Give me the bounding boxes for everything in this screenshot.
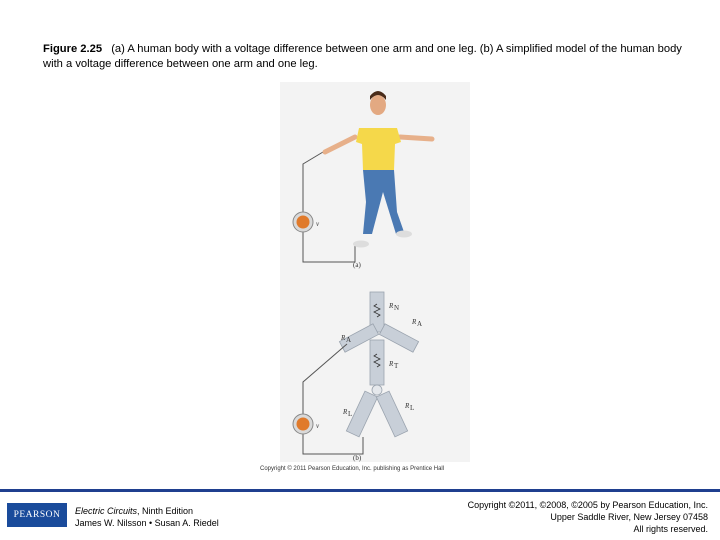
book-title: Electric Circuits bbox=[75, 506, 138, 516]
copyright-line-2: Upper Saddle River, New Jersey 07458 bbox=[550, 512, 708, 522]
label-left-arm: R bbox=[341, 334, 346, 342]
copyright-line-1: Copyright ©2011, ©2008, ©2005 by Pearson Education, Inc. bbox=[467, 500, 708, 510]
copyright-notice bbox=[468, 499, 708, 535]
caption-text: (a) A human body with a voltage difference between one arm and one leg. (b) A simplified model of the human body with a voltage difference between one arm and one leg. bbox=[43, 43, 682, 70]
label-neck: R bbox=[389, 302, 394, 310]
svg-text:A: A bbox=[346, 336, 352, 344]
resistor-trunk bbox=[370, 340, 384, 385]
head bbox=[370, 95, 386, 115]
part-b-label: (b) bbox=[353, 454, 362, 462]
label-right-arm: R bbox=[412, 318, 417, 326]
svg-text:L: L bbox=[410, 404, 415, 412]
pearson-logo: PEARSON bbox=[7, 503, 67, 527]
figure-label: Figure 2.25 bbox=[43, 43, 103, 55]
svg-text:T: T bbox=[394, 362, 399, 370]
book-authors: James W. Nilsson • Susan A. Riedel bbox=[75, 518, 219, 528]
svg-text:A: A bbox=[417, 320, 423, 328]
source-label-b: v bbox=[316, 422, 320, 430]
figure-illustration bbox=[255, 82, 470, 477]
figure-svg bbox=[255, 82, 470, 477]
label-right-leg: R bbox=[405, 402, 410, 410]
footer-divider bbox=[0, 489, 720, 492]
svg-text:L: L bbox=[348, 410, 353, 418]
label-trunk: R bbox=[389, 360, 394, 368]
svg-text:N: N bbox=[394, 304, 400, 312]
copyright-line-3: All rights reserved. bbox=[633, 524, 708, 534]
label-left-leg: R bbox=[343, 408, 348, 416]
book-info bbox=[75, 505, 219, 529]
figure-copyright: Copyright © 2011 Pearson Education, Inc. publishing as Prentice Hall bbox=[260, 466, 445, 472]
figure-caption bbox=[43, 42, 693, 72]
part-a-label: (a) bbox=[353, 261, 361, 269]
source-label-a: v bbox=[316, 220, 320, 228]
book-edition: , Ninth Edition bbox=[137, 506, 194, 516]
